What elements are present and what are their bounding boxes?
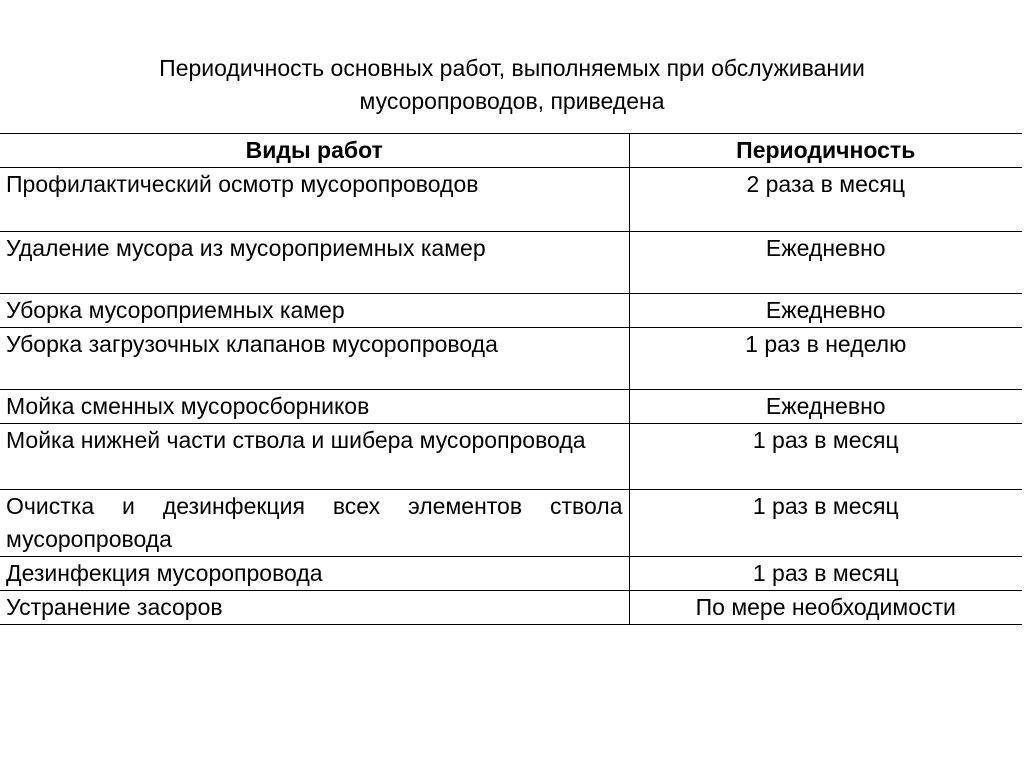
work-cell: Профилактический осмотр мусоропроводов — [0, 168, 629, 232]
header-work-type: Виды работ — [0, 134, 629, 168]
table-row — [0, 232, 1022, 294]
table-row — [0, 294, 1022, 328]
period-cell: 1 раз в месяц — [629, 490, 1022, 557]
work-cell: Очистка и дезинфекция всех элементов ствола мусоропровода — [0, 490, 629, 557]
work-cell: Дезинфекция мусоропровода — [0, 557, 629, 591]
table-row — [0, 591, 1022, 625]
table-row — [0, 390, 1022, 424]
work-cell: Удаление мусора из мусороприемных камер — [0, 232, 629, 294]
period-cell: 1 раз в месяц — [629, 424, 1022, 490]
period-cell: По мере необходимости — [629, 591, 1022, 625]
title-line-1: Периодичность основных работ, выполняемых при обслуживании — [159, 55, 865, 81]
period-cell: Ежедневно — [629, 390, 1022, 424]
table-header-row — [0, 134, 1022, 168]
period-cell: Ежедневно — [629, 232, 1022, 294]
period-cell: 2 раза в месяц — [629, 168, 1022, 232]
table-row — [0, 328, 1022, 390]
work-cell: Мойка нижней части ствола и шибера мусоропровода — [0, 424, 629, 490]
page-title — [0, 52, 1024, 118]
header-periodicity: Периодичность — [629, 134, 1022, 168]
table-row — [0, 168, 1022, 232]
period-cell: 1 раз в неделю — [629, 328, 1022, 390]
title-line-2: мусоропроводов, приведена — [359, 88, 665, 114]
work-cell: Мойка сменных мусоросборников — [0, 390, 629, 424]
maintenance-table — [0, 133, 1022, 625]
period-cell: 1 раз в месяц — [629, 557, 1022, 591]
table-row — [0, 424, 1022, 490]
table-row — [0, 490, 1022, 557]
work-cell: Уборка загрузочных клапанов мусоропровода — [0, 328, 629, 390]
work-cell: Уборка мусороприемных камер — [0, 294, 629, 328]
work-cell: Устранение засоров — [0, 591, 629, 625]
table-row — [0, 557, 1022, 591]
period-cell: Ежедневно — [629, 294, 1022, 328]
